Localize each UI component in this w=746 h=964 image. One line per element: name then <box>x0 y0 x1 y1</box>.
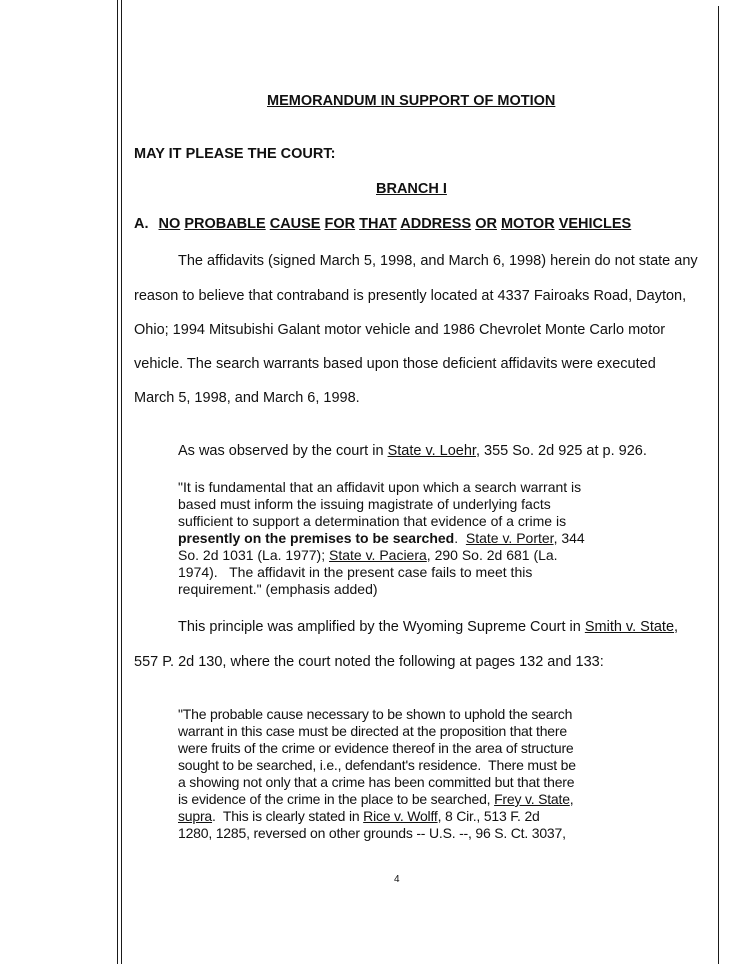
quote-line: were fruits of the crime or evidence thereof in the area of structure <box>178 740 574 756</box>
quote-line <box>178 791 576 808</box>
quote-text: is evidence of the crime in the place to be searched, <box>178 791 495 807</box>
section-word: MOTOR <box>500 216 555 232</box>
paragraph-text: This principle was amplified by the Wyoming Supreme Court in <box>178 619 585 635</box>
page-number: 4 <box>394 874 400 885</box>
section-word: CAUSE <box>269 216 321 232</box>
block-quote-2 <box>178 706 576 842</box>
quote-line: sought to be searched, i.e., defendant's residence. There must be <box>178 757 576 773</box>
citation-text: As was observed by the court in <box>178 443 388 459</box>
quote-text: , <box>569 791 574 807</box>
quote-line <box>178 808 576 825</box>
right-margin-rule <box>718 6 719 964</box>
paragraph-line <box>178 619 678 635</box>
salutation: MAY IT PLEASE THE COURT: <box>134 146 336 162</box>
quote-text: So. 2d 1031 (La. 1977); <box>178 547 329 563</box>
section-word: PROBABLE <box>184 216 266 232</box>
document-title: MEMORANDUM IN SUPPORT OF MOTION <box>267 93 556 109</box>
section-word: VEHICLES <box>558 216 632 232</box>
quote-line: "It is fundamental that an affidavit upon which a search warrant is <box>178 479 582 495</box>
left-margin-rule-inner <box>121 0 122 964</box>
quote-line <box>178 547 585 564</box>
section-letter: A. <box>134 216 149 232</box>
paragraph-line: vehicle. The search warrants based upon those deficient affidavits were executed <box>134 356 656 372</box>
branch-heading: BRANCH I <box>376 181 447 197</box>
quote-line <box>178 530 585 547</box>
quote-line: 1280, 1285, reversed on other grounds -- U.S. --, 96 S. Ct. 3037, <box>178 825 566 841</box>
quote-line: "The probable cause necessary to be shown to uphold the search <box>178 706 573 722</box>
quote-text: . <box>454 530 466 546</box>
paragraph-line: reason to believe that contraband is presently located at 4337 Fairoaks Road, Dayton, <box>134 288 687 304</box>
case-name: Smith v. State <box>584 619 675 635</box>
emphasis-text: presently on the premises to be searched <box>178 530 455 546</box>
section-word: OR <box>475 216 497 232</box>
left-margin-rule-outer <box>117 0 118 964</box>
quote-text: , 290 So. 2d 681 (La. <box>426 547 558 563</box>
case-name: Rice v. Wolff <box>363 808 438 824</box>
quote-text: , 344 <box>553 530 585 546</box>
quote-line: based must inform the issuing magistrate of underlying facts <box>178 496 551 512</box>
paragraph-line: The affidavits (signed March 5, 1998, and March 6, 1998) herein do not state any <box>178 253 698 269</box>
paragraph-line: 557 P. 2d 130, where the court noted the following at pages 132 and 133: <box>134 654 604 670</box>
case-name: supra <box>178 808 213 824</box>
case-name: State v. Loehr <box>387 443 476 459</box>
case-name: State v. Porter <box>465 530 554 546</box>
quote-line: 1974). The affidavit in the present case fails to meet this <box>178 564 533 580</box>
case-name: Frey v. State <box>494 791 570 807</box>
paragraph-text: , <box>674 619 679 635</box>
case-name: State v. Paciera <box>329 547 427 563</box>
section-word: ADDRESS <box>400 216 472 232</box>
quote-line: warrant in this case must be directed at the proposition that there <box>178 723 567 739</box>
section-word: NO <box>158 216 181 232</box>
section-word: THAT <box>359 216 397 232</box>
quote-text: . This is clearly stated in <box>212 808 364 824</box>
quote-line: a showing not only that a crime has been committed but that there <box>178 774 575 790</box>
block-quote-1 <box>178 479 585 598</box>
quote-text: , 8 Cir., 513 F. 2d <box>437 808 540 824</box>
quote-line: sufficient to support a determination that evidence of a crime is <box>178 513 567 529</box>
paragraph-line: March 5, 1998, and March 6, 1998. <box>134 390 360 406</box>
citation-intro <box>178 443 647 459</box>
section-heading <box>134 216 631 232</box>
quote-line: requirement." (emphasis added) <box>178 581 378 597</box>
citation-text: , 355 So. 2d 925 at p. 926. <box>475 443 647 459</box>
paragraph-line: Ohio; 1994 Mitsubishi Galant motor vehicle and 1986 Chevrolet Monte Carlo motor <box>134 322 666 338</box>
section-word: FOR <box>324 216 356 232</box>
